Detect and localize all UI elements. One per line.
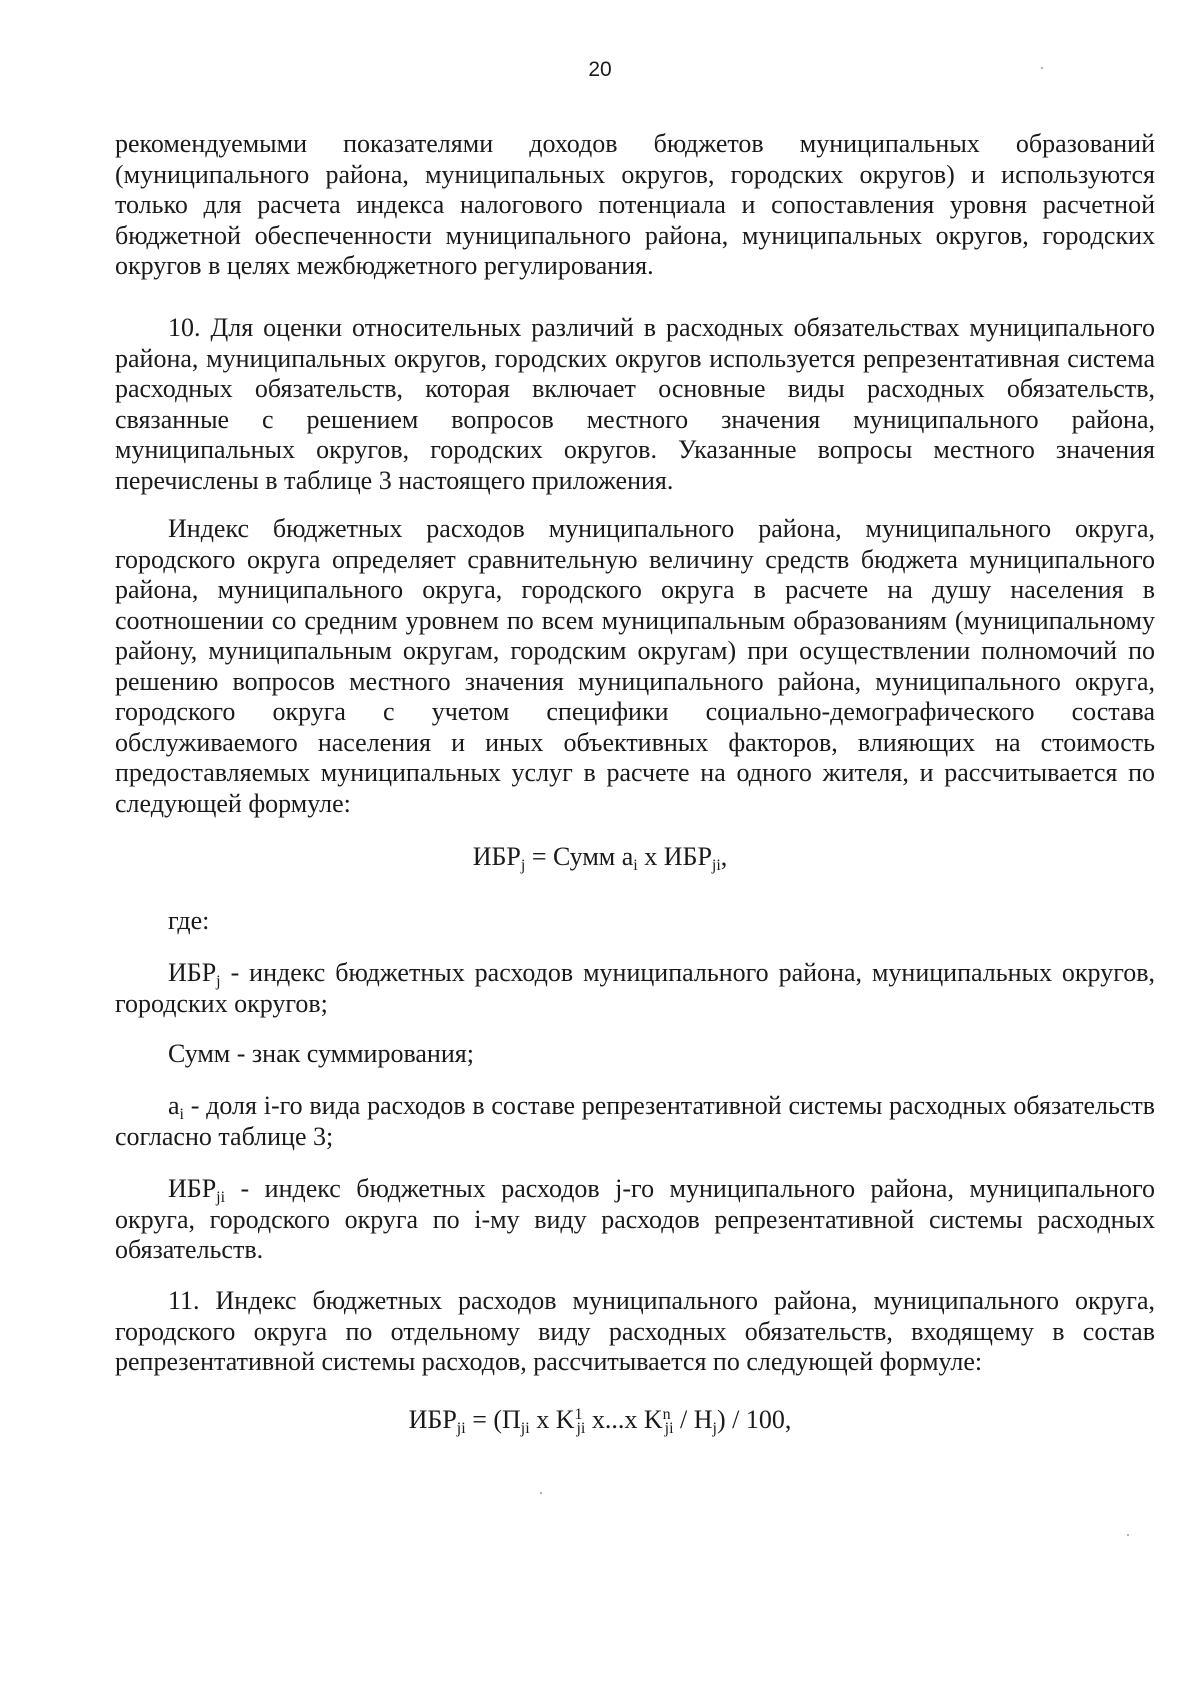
formula-a-sub: i <box>633 857 638 874</box>
definition-summ: Сумм - знак суммирования; <box>168 1039 474 1068</box>
paragraph-11: 11. Индекс бюджетных расходов муниципального района, муниципального округа, городского округа по отдельному виду расходных обязательств, входящему в состав репрезентативной системы расходов, рассчитывается по следующей формуле: <box>115 1286 1155 1376</box>
formula-lhs-sub: j <box>520 857 526 874</box>
formula2-h: / Н <box>673 1405 713 1434</box>
formula-sum-a: = Сумм a <box>525 842 634 871</box>
definition-term-sub: ji <box>216 1189 226 1206</box>
definition-term-sub: j <box>216 973 221 990</box>
formula-end: , <box>720 842 728 871</box>
formula2-kn-sub: ji <box>664 1420 674 1437</box>
where-label: где: <box>168 906 210 935</box>
paragraph-index-definition: Индекс бюджетных расходов муниципального района, муниципального округа, городского округа определяет сравнительную величину средств бюджета муниципального района, муниципального округа, городского округа в расчете на душу населения в соотношении со средним уровнем по всем муниципальным образованиям (муниципальному району, муниципальным округам, городским округам) при осуществлении полномочий по решению вопросов местного значения муниципального района, муниципального округа, городского округа с учетом специфики социально-демографического состава обслуживаемого населения и иных объективных факторов, влияющих на стоимость предоставляемых муниципальных услуг в расчете на одного жителя, и рассчитывается по следующей формуле: <box>115 514 1155 818</box>
formula2-kn-sup: n <box>662 1406 671 1423</box>
scan-speck <box>1041 67 1043 69</box>
formula-lhs: ИБР <box>472 842 521 871</box>
definition-term: a <box>168 1091 180 1120</box>
paragraph-continuation: рекомендуемыми показателями доходов бюджетов муниципальных образований (муниципального района, муниципальных округов, городских округов) и используются только для расчета индекса налогового потенциала и сопоставления уровня расчетной бюджетной обеспеченности муниципального района, муниципальных округов, городских округов в целях межбюджетного регулирования. <box>115 129 1155 280</box>
formula-ibr-j <box>0 842 1200 872</box>
formula2-k1-sup: 1 <box>574 1406 583 1423</box>
formula-times-ibr: x ИБР <box>637 842 712 871</box>
formula2-k1: x K <box>529 1405 575 1434</box>
definition-text: - доля i-го вида расходов в составе репрезентативной системы расходных обязательств согласно таблице 3; <box>115 1091 1155 1151</box>
formula2-p-sub: ji <box>520 1420 530 1437</box>
formula2-h-sub: j <box>712 1420 717 1437</box>
definition-text: - индекс бюджетных расходов j-го муниципального района, муниципального округа, городского округа по i-му виду расходов репрезентативной системы расходных обязательств. <box>115 1174 1155 1264</box>
formula2-lhs-sub: ji <box>456 1420 466 1437</box>
definition-term-sub: i <box>179 1106 184 1123</box>
paragraph-10: 10. Для оценки относительных различий в расходных обязательствах муниципального района, муниципальных округов, городских округов используется репрезентативная система расходных обязательств, которая включает основные виды расходных обязательств, связанные с решением вопросов местного значения муниципального района, муниципальных округов, городских округов. Указанные вопросы местного значения перечислены в таблице 3 настоящего приложения. <box>115 313 1155 495</box>
formula2-end: ) / 100, <box>716 1405 792 1434</box>
formula2-k1-sub: ji <box>576 1420 586 1437</box>
scan-speck <box>540 1492 542 1494</box>
formula2-lhs: ИБР <box>408 1405 457 1434</box>
formula2-p: = (П <box>465 1405 521 1434</box>
formula-ibr-sub: ji <box>711 857 721 874</box>
definition-a-i <box>115 1091 1155 1152</box>
definition-term: ИБР <box>168 1174 217 1203</box>
scan-speck <box>1127 1534 1129 1536</box>
definition-ibr-j <box>115 958 1155 1019</box>
definition-term: ИБР <box>168 958 217 987</box>
formula-ibr-ji <box>0 1405 1200 1435</box>
definition-text: - индекс бюджетных расходов муниципального района, муниципальных округов, городских округов; <box>115 958 1155 1018</box>
formula2-kn: x...x K <box>585 1405 663 1434</box>
page-number: 20 <box>588 58 612 81</box>
definition-ibr-ji <box>115 1174 1155 1266</box>
